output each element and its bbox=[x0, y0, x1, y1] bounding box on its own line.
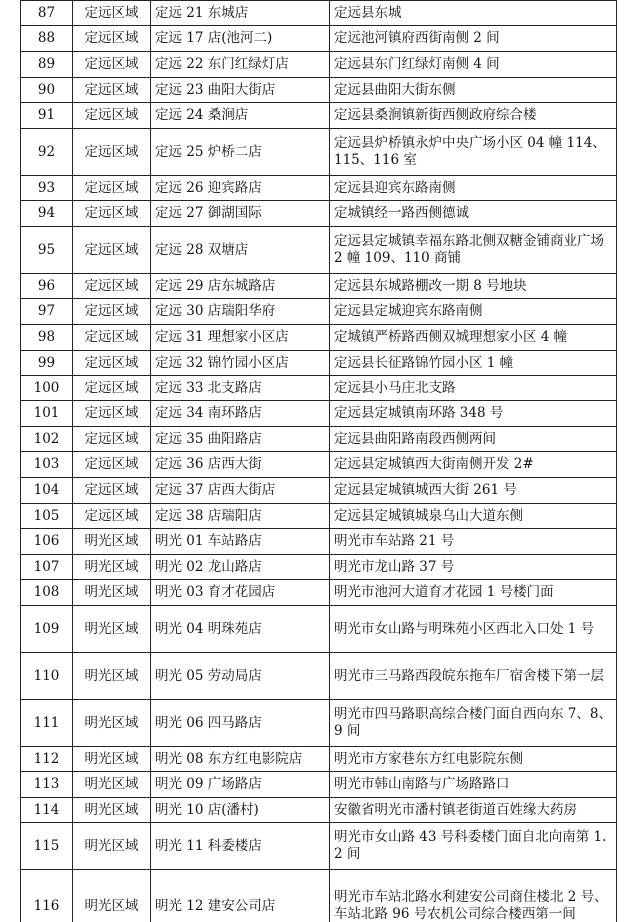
store-name-cell: 明光 06 四马路店 bbox=[151, 700, 330, 747]
address-cell: 明光市三马路西段皖东拖车厂宿舍楼下第一层 bbox=[330, 653, 617, 700]
region-cell: 定远区域 bbox=[73, 351, 151, 376]
table-row bbox=[21, 452, 617, 478]
region-cell: 定远区域 bbox=[73, 26, 151, 52]
region-cell: 定远区域 bbox=[73, 103, 151, 129]
row-number: 111 bbox=[21, 700, 73, 747]
store-list-table bbox=[20, 0, 617, 922]
address-cell: 明光市四马路职高综合楼门面自西向东 7、8、9 间 bbox=[330, 700, 617, 747]
row-number: 113 bbox=[21, 772, 73, 798]
table-row bbox=[21, 325, 617, 351]
table-row bbox=[21, 299, 617, 325]
address-cell: 定远县迎宾东路南侧 bbox=[330, 176, 617, 201]
store-name-cell: 定远 33 北支路店 bbox=[151, 376, 330, 401]
row-number: 105 bbox=[21, 504, 73, 529]
region-cell: 定远区域 bbox=[73, 452, 151, 478]
table-row bbox=[21, 351, 617, 376]
address-cell: 定城镇经一路西侧德诚 bbox=[330, 201, 617, 227]
store-name-cell: 明光 03 育才花园店 bbox=[151, 580, 330, 606]
row-number: 92 bbox=[21, 129, 73, 176]
address-cell: 定远县桑涧镇新街西侧政府综合楼 bbox=[330, 103, 617, 129]
region-cell: 明光区域 bbox=[73, 653, 151, 700]
store-name-cell: 明光 04 明珠苑店 bbox=[151, 606, 330, 653]
region-cell: 定远区域 bbox=[73, 478, 151, 504]
address-cell: 定远县定城迎宾东路南侧 bbox=[330, 299, 617, 325]
address-cell: 定远县定城镇城泉乌山大道东侧 bbox=[330, 504, 617, 529]
table-row bbox=[21, 580, 617, 606]
store-name-cell: 定远 38 店瑞阳店 bbox=[151, 504, 330, 529]
address-cell: 定远池河镇府西街南侧 2 间 bbox=[330, 26, 617, 52]
table-row bbox=[21, 700, 617, 747]
row-number: 114 bbox=[21, 798, 73, 823]
row-number: 102 bbox=[21, 427, 73, 452]
table-row bbox=[21, 176, 617, 201]
table-row bbox=[21, 529, 617, 555]
row-number: 108 bbox=[21, 580, 73, 606]
address-cell: 定远县炉桥镇永炉中央广场小区 04 幢 114、115、116 室 bbox=[330, 129, 617, 176]
region-cell: 明光区域 bbox=[73, 798, 151, 823]
row-number: 101 bbox=[21, 401, 73, 427]
region-cell: 明光区域 bbox=[73, 606, 151, 653]
store-name-cell: 定远 37 店西大街店 bbox=[151, 478, 330, 504]
address-cell: 定远县定城镇西大街南侧开发 2# bbox=[330, 452, 617, 478]
table-row bbox=[21, 747, 617, 772]
store-name-cell: 定远 26 迎宾路店 bbox=[151, 176, 330, 201]
address-cell: 明光市女山路与明珠苑小区西北入口处 1 号 bbox=[330, 606, 617, 653]
address-cell: 明光市车站北路水利建安公司商住楼北 2 号、车站北路 96 号农机公司综合楼西第一间 bbox=[330, 870, 617, 922]
address-cell: 定远县曲阳大街东侧 bbox=[330, 78, 617, 103]
row-number: 116 bbox=[21, 870, 73, 922]
row-number: 94 bbox=[21, 201, 73, 227]
address-cell: 定城镇严桥路西侧双城理想家小区 4 幢 bbox=[330, 325, 617, 351]
row-number: 104 bbox=[21, 478, 73, 504]
table-row bbox=[21, 103, 617, 129]
table-row bbox=[21, 1, 617, 26]
table-row bbox=[21, 227, 617, 274]
row-number: 87 bbox=[21, 1, 73, 26]
row-number: 93 bbox=[21, 176, 73, 201]
address-cell: 定远县曲阳路南段西侧两间 bbox=[330, 427, 617, 452]
store-name-cell: 定远 17 店(池河二) bbox=[151, 26, 330, 52]
region-cell: 明光区域 bbox=[73, 580, 151, 606]
row-number: 95 bbox=[21, 227, 73, 274]
store-name-cell: 明光 10 店(潘村) bbox=[151, 798, 330, 823]
store-name-cell: 明光 09 广场路店 bbox=[151, 772, 330, 798]
store-name-cell: 明光 01 车站路店 bbox=[151, 529, 330, 555]
table-row bbox=[21, 376, 617, 401]
region-cell: 定远区域 bbox=[73, 325, 151, 351]
region-cell: 定远区域 bbox=[73, 427, 151, 452]
table-row bbox=[21, 478, 617, 504]
region-cell: 定远区域 bbox=[73, 52, 151, 78]
store-name-cell: 定远 35 曲阳路店 bbox=[151, 427, 330, 452]
store-name-cell: 明光 12 建安公司店 bbox=[151, 870, 330, 922]
table-row bbox=[21, 26, 617, 52]
table-row bbox=[21, 606, 617, 653]
address-cell: 明光市龙山路 37 号 bbox=[330, 555, 617, 580]
address-cell: 定远县东城路棚改一期 8 号地块 bbox=[330, 274, 617, 299]
row-number: 97 bbox=[21, 299, 73, 325]
store-name-cell: 定远 29 店东城路店 bbox=[151, 274, 330, 299]
row-number: 90 bbox=[21, 78, 73, 103]
address-cell: 明光市池河大道育才花园 1 号楼门面 bbox=[330, 580, 617, 606]
row-number: 107 bbox=[21, 555, 73, 580]
region-cell: 明光区域 bbox=[73, 823, 151, 870]
row-number: 89 bbox=[21, 52, 73, 78]
region-cell: 明光区域 bbox=[73, 772, 151, 798]
row-number: 99 bbox=[21, 351, 73, 376]
store-name-cell: 定远 21 东城店 bbox=[151, 1, 330, 26]
table-row bbox=[21, 129, 617, 176]
table-row bbox=[21, 52, 617, 78]
address-cell: 定远县长征路锦竹园小区 1 幢 bbox=[330, 351, 617, 376]
store-name-cell: 定远 22 东门红绿灯店 bbox=[151, 52, 330, 78]
table-row bbox=[21, 78, 617, 103]
row-number: 100 bbox=[21, 376, 73, 401]
region-cell: 明光区域 bbox=[73, 700, 151, 747]
region-cell: 定远区域 bbox=[73, 376, 151, 401]
row-number: 115 bbox=[21, 823, 73, 870]
store-name-cell: 明光 05 劳动局店 bbox=[151, 653, 330, 700]
address-cell: 明光市韩山南路与广场路路口 bbox=[330, 772, 617, 798]
row-number: 110 bbox=[21, 653, 73, 700]
region-cell: 定远区域 bbox=[73, 129, 151, 176]
address-cell: 定远县小马庄北支路 bbox=[330, 376, 617, 401]
region-cell: 明光区域 bbox=[73, 529, 151, 555]
store-name-cell: 定远 31 理想家小区店 bbox=[151, 325, 330, 351]
store-name-cell: 明光 02 龙山路店 bbox=[151, 555, 330, 580]
region-cell: 定远区域 bbox=[73, 504, 151, 529]
table-row bbox=[21, 504, 617, 529]
store-name-cell: 定远 32 锦竹园小区店 bbox=[151, 351, 330, 376]
region-cell: 定远区域 bbox=[73, 201, 151, 227]
store-list-body bbox=[21, 1, 617, 922]
row-number: 103 bbox=[21, 452, 73, 478]
table-row bbox=[21, 798, 617, 823]
region-cell: 定远区域 bbox=[73, 299, 151, 325]
store-name-cell: 定远 30 店瑞阳华府 bbox=[151, 299, 330, 325]
store-name-cell: 定远 24 桑涧店 bbox=[151, 103, 330, 129]
store-name-cell: 定远 23 曲阳大街店 bbox=[151, 78, 330, 103]
table-row bbox=[21, 401, 617, 427]
row-number: 98 bbox=[21, 325, 73, 351]
store-name-cell: 定远 34 南环路店 bbox=[151, 401, 330, 427]
store-name-cell: 定远 28 双塘店 bbox=[151, 227, 330, 274]
address-cell: 定远县定城镇南环路 348 号 bbox=[330, 401, 617, 427]
address-cell: 安徽省明光市潘村镇老街道百姓缘大药房 bbox=[330, 798, 617, 823]
region-cell: 定远区域 bbox=[73, 274, 151, 299]
address-cell: 明光市车站路 21 号 bbox=[330, 529, 617, 555]
row-number: 88 bbox=[21, 26, 73, 52]
table-row bbox=[21, 201, 617, 227]
store-name-cell: 定远 25 炉桥二店 bbox=[151, 129, 330, 176]
row-number: 106 bbox=[21, 529, 73, 555]
table-row bbox=[21, 427, 617, 452]
row-number: 112 bbox=[21, 747, 73, 772]
region-cell: 定远区域 bbox=[73, 176, 151, 201]
address-cell: 定远县定城镇幸福东路北侧双糖金铺商业广场 2 幢 109、110 商铺 bbox=[330, 227, 617, 274]
store-name-cell: 定远 36 店西大街 bbox=[151, 452, 330, 478]
store-name-cell: 定远 27 御湖国际 bbox=[151, 201, 330, 227]
region-cell: 定远区域 bbox=[73, 401, 151, 427]
region-cell: 定远区域 bbox=[73, 78, 151, 103]
store-name-cell: 明光 11 科委楼店 bbox=[151, 823, 330, 870]
region-cell: 明光区域 bbox=[73, 747, 151, 772]
address-cell: 明光市方家巷东方红电影院东侧 bbox=[330, 747, 617, 772]
region-cell: 定远区域 bbox=[73, 1, 151, 26]
table-row bbox=[21, 274, 617, 299]
table-row bbox=[21, 870, 617, 922]
table-row bbox=[21, 772, 617, 798]
row-number: 109 bbox=[21, 606, 73, 653]
address-cell: 定远县东城 bbox=[330, 1, 617, 26]
table-row bbox=[21, 823, 617, 870]
region-cell: 定远区域 bbox=[73, 227, 151, 274]
address-cell: 明光市女山路 43 号科委楼门面自北向南第 1.2 间 bbox=[330, 823, 617, 870]
table-row bbox=[21, 555, 617, 580]
store-name-cell: 明光 08 东方红电影院店 bbox=[151, 747, 330, 772]
row-number: 96 bbox=[21, 274, 73, 299]
region-cell: 明光区域 bbox=[73, 555, 151, 580]
address-cell: 定远县定城镇城西大街 261 号 bbox=[330, 478, 617, 504]
region-cell: 明光区域 bbox=[73, 870, 151, 922]
row-number: 91 bbox=[21, 103, 73, 129]
address-cell: 定远县东门红绿灯南侧 4 间 bbox=[330, 52, 617, 78]
table-row bbox=[21, 653, 617, 700]
